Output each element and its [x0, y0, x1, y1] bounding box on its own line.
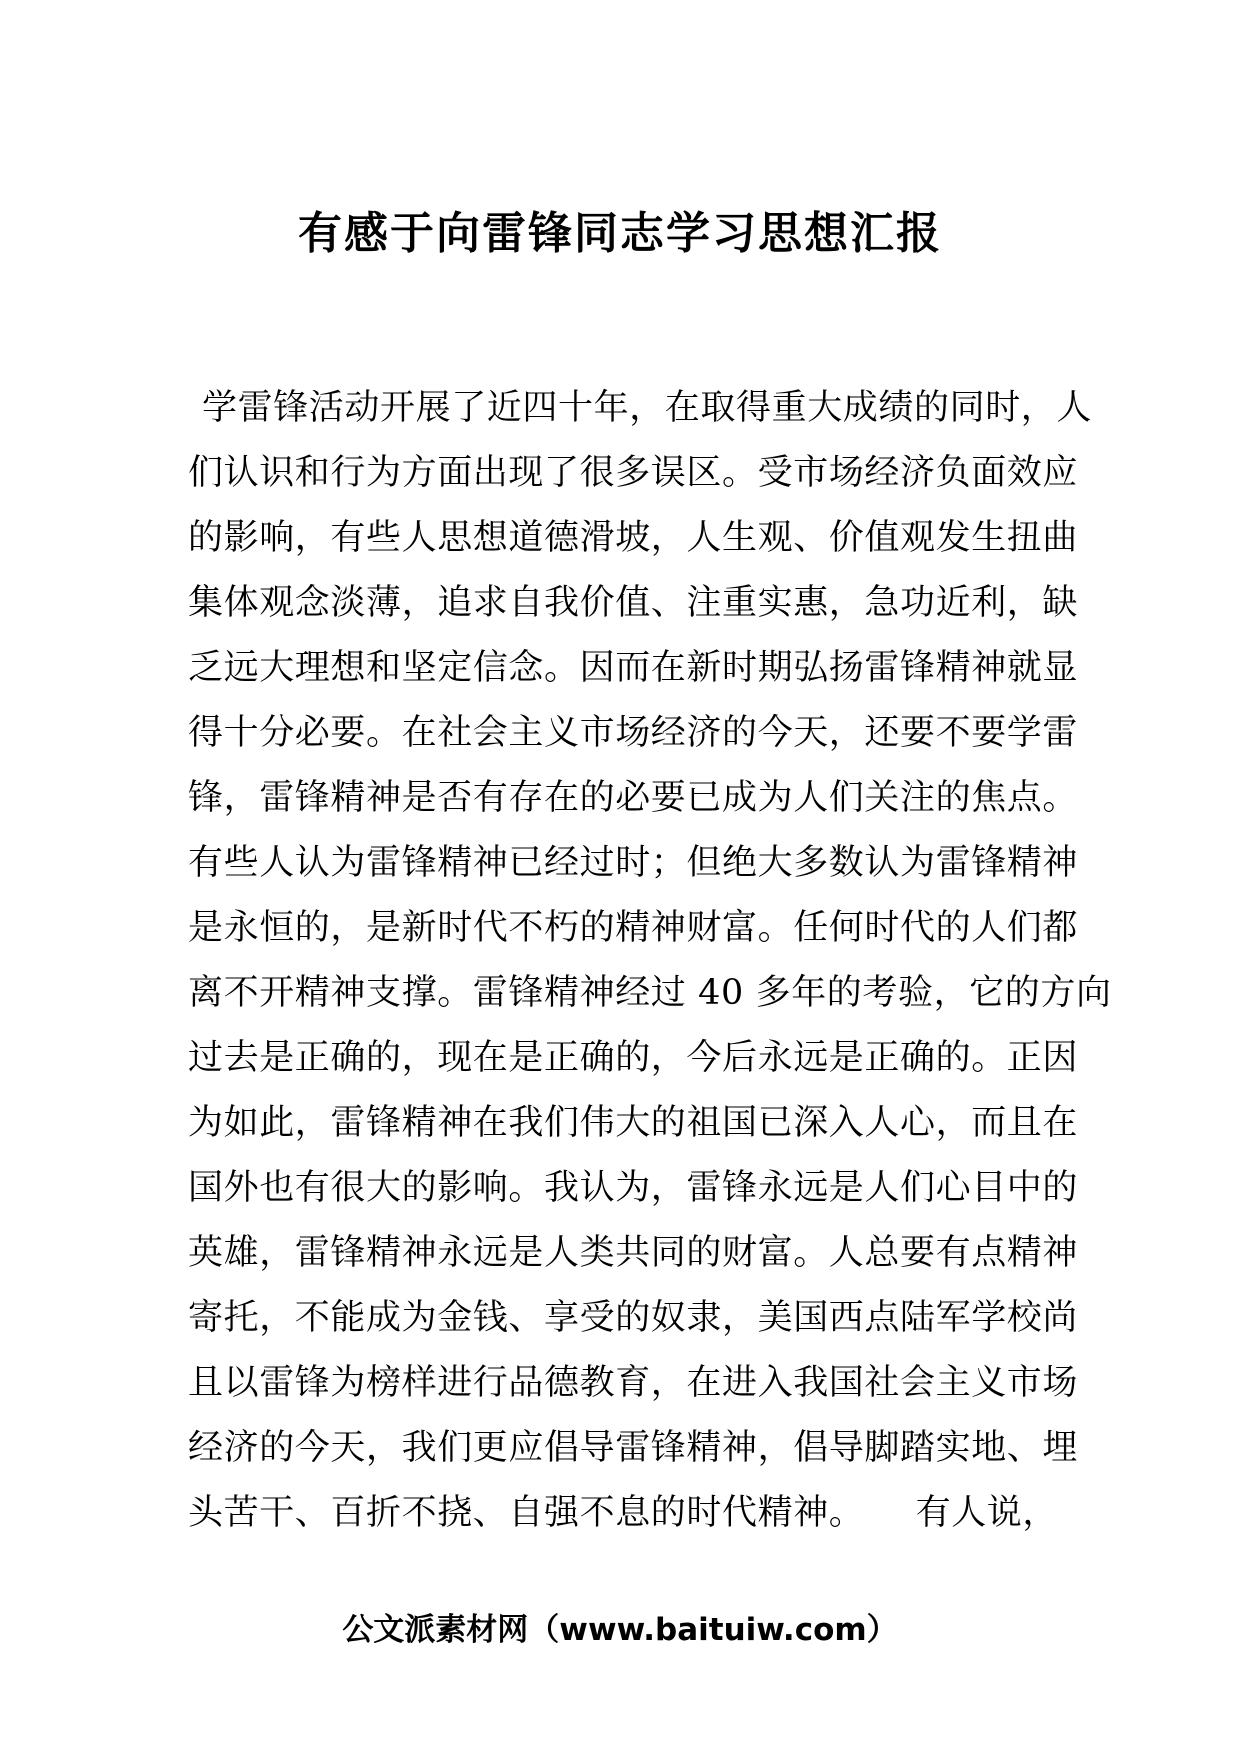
- body-line-last-right: 有人说，: [915, 1493, 1058, 1533]
- body-line-last: [188, 1481, 1058, 1546]
- body-line: 乏远大理想和坚定信念。因而在新时期弘扬雷锋精神就显: [188, 648, 1079, 688]
- body-line: 锋，雷锋精神是否有存在的必要已成为人们关注的焦点。: [188, 778, 1079, 818]
- body-line: 经济的今天，我们更应倡导雷锋精神，倡导脚踏实地、埋: [188, 1428, 1079, 1468]
- body-line: 的影响，有些人思想道德滑坡，人生观、价值观发生扭曲: [188, 518, 1079, 558]
- body-line: 过去是正确的，现在是正确的，今后永远是正确的。正因: [188, 1038, 1079, 1078]
- body-line: 是永恒的，是新时代不朽的精神财富。任何时代的人们都: [188, 908, 1079, 948]
- body-line: 国外也有很大的影响。我认为，雷锋永远是人们心目中的: [188, 1168, 1079, 1208]
- body-line-last-left: 头苦干、百折不挠、自强不息的时代精神。: [188, 1493, 865, 1533]
- body-line: 寄托，不能成为金钱、享受的奴隶，美国西点陆军学校尚: [188, 1298, 1079, 1338]
- body-line: 离不开精神支撑。雷锋精神经过 40 多年的考验，它的方向: [188, 973, 1112, 1013]
- body-line: 英雄，雷锋精神永远是人类共同的财富。人总要有点精神: [188, 1233, 1079, 1273]
- body-line: 得十分必要。在社会主义市场经济的今天，还要不要学雷: [188, 713, 1079, 753]
- body-line: 有些人认为雷锋精神已经过时；但绝大多数认为雷锋精神: [188, 843, 1079, 883]
- body-line: 们认识和行为方面出现了很多误区。受市场经济负面效应: [188, 453, 1079, 493]
- document-footer: 公文派素材网（www.baituiw.com）: [342, 1612, 898, 1648]
- body-line: 为如此，雷锋精神在我们伟大的祖国已深入人心，而且在: [188, 1103, 1079, 1143]
- body-line: 且以雷锋为榜样进行品德教育，在进入我国社会主义市场: [188, 1363, 1079, 1403]
- body-line: 学雷锋活动开展了近四十年，在取得重大成绩的同时，人: [202, 388, 1093, 428]
- document-body: [188, 376, 1112, 1546]
- document-title: 有感于向雷锋同志学习思想汇报: [298, 208, 942, 259]
- body-line: 集体观念淡薄，追求自我价值、注重实惠，急功近利，缺: [188, 583, 1079, 623]
